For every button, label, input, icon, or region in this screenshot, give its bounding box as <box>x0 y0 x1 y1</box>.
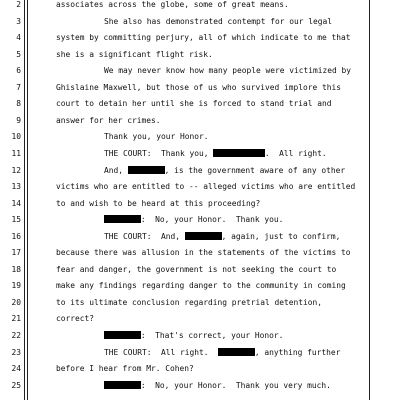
line-text-segment: correct? <box>56 314 95 324</box>
transcript-line <box>0 195 400 212</box>
line-number: 25 <box>11 380 21 390</box>
line-number: 16 <box>11 231 21 241</box>
line-text <box>104 145 327 162</box>
transcript-line <box>0 62 400 79</box>
line-text-segment: , is the government aware of any other <box>164 165 346 175</box>
line-text-segment: to and wish to be heard at this proceeding? <box>56 198 261 208</box>
transcript-line <box>0 211 400 228</box>
line-text-segment: system by committing perjury, all of which indicate to me that <box>56 33 351 43</box>
transcript-line <box>0 310 400 327</box>
transcript-line <box>0 0 400 13</box>
line-number: 14 <box>11 198 21 208</box>
line-text-segment: THE COURT: Thank you, <box>104 148 214 158</box>
line-number: 13 <box>11 182 21 192</box>
line-text-segment: , anything further <box>254 347 341 357</box>
line-text-segment: We may never know how many people were victimized by <box>104 66 352 76</box>
line-text <box>56 195 260 212</box>
transcript-line <box>0 145 400 162</box>
redaction-bar <box>104 381 141 389</box>
line-number: 11 <box>11 148 21 158</box>
line-number: 22 <box>11 331 21 340</box>
line-text <box>104 128 209 145</box>
transcript-line <box>0 128 400 145</box>
line-text-segment: Ghislaine Maxwell, but those of us who survived implore this <box>56 82 342 92</box>
line-number: 12 <box>11 165 21 175</box>
transcript-line <box>0 29 400 46</box>
line-number: 17 <box>11 248 21 258</box>
redaction-bar <box>185 232 222 240</box>
line-text <box>56 277 346 294</box>
line-number: 10 <box>11 132 21 142</box>
line-text-segment: : No, your Honor. Thank you very much. <box>140 380 331 390</box>
line-number: 19 <box>11 281 21 291</box>
line-text <box>104 211 283 228</box>
line-text-segment: . All right. <box>264 148 327 158</box>
line-text-segment: make any findings regarding danger to the community in coming <box>56 281 346 291</box>
line-text-segment: Thank you, your Honor. <box>104 132 209 142</box>
line-text-segment: answer for her crimes. <box>56 115 161 125</box>
line-text <box>56 0 289 13</box>
line-text <box>104 162 345 179</box>
line-text-segment: fear and danger, the government is not seeking the court to <box>56 264 337 274</box>
transcript-line <box>0 344 400 361</box>
line-number: 4 <box>16 33 21 43</box>
transcript-line <box>0 112 400 129</box>
line-number: 6 <box>16 66 21 76</box>
line-text <box>56 29 351 46</box>
line-text-segment: victims who are entitled to -- alleged victims who are entitled <box>56 182 356 192</box>
line-text <box>56 46 213 63</box>
line-text <box>104 327 283 344</box>
line-text-segment: , again, just to confirm, <box>221 231 341 241</box>
redaction-bar <box>128 166 165 174</box>
line-number: 7 <box>16 82 21 92</box>
transcript-line <box>0 178 400 195</box>
line-text <box>104 62 351 79</box>
transcript-line <box>0 277 400 294</box>
line-number: 3 <box>16 16 21 26</box>
line-number: 18 <box>11 264 21 274</box>
line-text <box>104 344 340 361</box>
transcript-line <box>0 13 400 30</box>
line-text <box>56 294 322 311</box>
transcript-line <box>0 327 400 344</box>
line-number: 21 <box>11 314 21 324</box>
redaction-bar <box>213 149 265 157</box>
line-text-segment: associates across the globe, some of great means. <box>56 0 289 9</box>
transcript-line <box>0 46 400 63</box>
line-text <box>56 95 332 112</box>
line-number: 9 <box>16 115 21 125</box>
line-text <box>56 310 94 327</box>
transcript-line <box>0 244 400 261</box>
transcript-line <box>0 377 400 394</box>
line-number: 20 <box>11 297 21 307</box>
redaction-bar <box>218 348 255 356</box>
transcript-line <box>0 261 400 278</box>
line-text-segment: She also has demonstrated contempt for our legal <box>104 16 333 26</box>
transcript-line <box>0 228 400 245</box>
line-text-segment: THE COURT: And, <box>104 231 185 241</box>
redaction-bar <box>104 331 141 339</box>
line-number: 23 <box>11 347 21 357</box>
line-text-segment: THE COURT: All right. <box>104 347 219 357</box>
line-number: 5 <box>16 49 21 59</box>
line-text-segment: And, <box>104 165 128 175</box>
line-number: 2 <box>16 0 21 9</box>
line-text <box>56 244 351 261</box>
line-text-segment: she is a significant flight risk. <box>56 49 213 59</box>
transcript-line <box>0 79 400 96</box>
line-text-segment: before I hear from Mr. Cohen? <box>56 364 194 374</box>
line-text <box>104 228 340 245</box>
line-number: 8 <box>16 99 21 109</box>
line-text-segment: because there was allusion in the statements of the victims to <box>56 248 351 258</box>
line-number: 24 <box>11 364 21 374</box>
transcript-line <box>0 162 400 179</box>
line-text <box>104 377 331 394</box>
line-text <box>56 178 355 195</box>
line-text <box>56 79 341 96</box>
transcript-line <box>0 294 400 311</box>
line-number: 15 <box>11 215 21 225</box>
redaction-bar <box>104 215 141 223</box>
line-text <box>56 112 161 129</box>
line-text <box>104 13 332 30</box>
transcript-line <box>0 360 400 377</box>
line-text-segment: : That's correct, your Honor. <box>140 331 284 340</box>
line-text-segment: : No, your Honor. Thank you. <box>140 215 284 225</box>
line-text-segment: court to detain her until she is forced to stand trial and <box>56 99 332 109</box>
line-text <box>56 261 336 278</box>
line-text <box>56 360 194 377</box>
transcript-line <box>0 95 400 112</box>
line-text-segment: to its ultimate conclusion regarding pretrial detention, <box>56 297 323 307</box>
